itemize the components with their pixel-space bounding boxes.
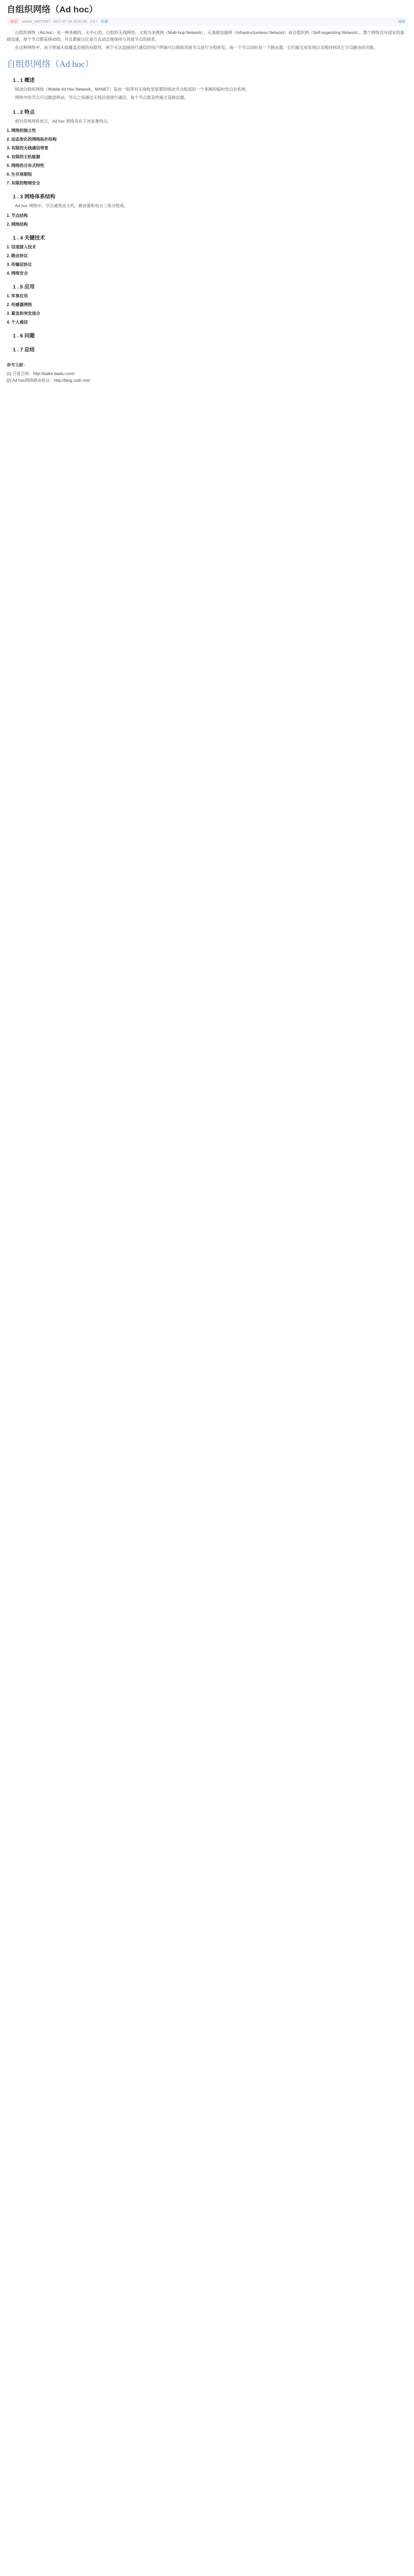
section-heading: 1 . 5 应用 — [13, 284, 35, 290]
subsection-heading: 2. 路由协议 — [7, 253, 28, 258]
article-section — [7, 233, 407, 276]
subsection-heading: 7. 有限的物理安全 — [7, 181, 40, 185]
publish-date: 2017-07-14 20:41:08 — [53, 20, 87, 24]
references-label: 参考文献： — [7, 362, 27, 367]
section-paragraph: 网络中的节点可以随意移动，节点之间通过无线信道进行通信，每个节点既是终端又是路由器。 — [15, 95, 188, 100]
intro-paragraph: 自组织网络（Ad hoc）是一种多跳的、无中心的、自组织无线网络，又称为多跳网（Multi-hop Network）、无基础设施网（Infrastructureless Network）或自组织网（Self-organizing Network）。整个网络没有固定的基础设施，每个节点都是移动的，并且都能以任意方式动态地保持与其他节点的联系。 — [7, 30, 405, 42]
section-paragraph: Ad hoc 网络中，节点通常由主机、路由器和电台三部分组成。 — [15, 204, 128, 208]
subsection-heading: 4. 个人通信 — [7, 319, 28, 325]
subsection-heading: 1. 军事应用 — [7, 293, 28, 298]
document-title: 自组织网络（Ad hoc） — [7, 59, 94, 69]
subsection-heading: 1. 节点结构 — [7, 213, 28, 218]
section-heading: 1 . 7 总结 — [13, 347, 35, 353]
article-body — [7, 76, 407, 353]
subsection-heading: 2. 传感器网络 — [7, 302, 32, 307]
references — [7, 362, 407, 383]
edit-link[interactable]: 编辑 — [398, 20, 405, 24]
article-section — [7, 76, 407, 101]
subsection-heading: 1. 网络的独立性 — [7, 128, 36, 133]
article-section — [7, 192, 407, 227]
article-section — [7, 331, 407, 339]
article-section — [7, 282, 407, 325]
article-section — [7, 345, 407, 353]
favorite-link[interactable]: 收藏 — [101, 20, 108, 24]
article-title: 自组织网络（Ad hoc） — [7, 5, 98, 14]
subsection-heading: 6. 生存周期短 — [7, 172, 32, 177]
original-badge: 原创 — [9, 19, 19, 24]
subsection-heading: 3. 传输层协议 — [7, 262, 32, 267]
subsection-heading: 1. 信道接入技术 — [7, 244, 36, 249]
section-heading: 1 . 2 特点 — [13, 109, 35, 115]
view-count: 1万+ — [90, 20, 98, 24]
subsection-heading: 4. 网络安全 — [7, 270, 28, 276]
author-link[interactable]: weixin_34072637 — [22, 20, 51, 24]
subsection-heading: 3. 有限的无线通信带宽 — [7, 146, 48, 150]
subsection-heading: 2. 网络结构 — [7, 222, 28, 227]
subsection-heading: 4. 有限的主机能源 — [7, 155, 40, 159]
section-heading: 1 . 6 问题 — [13, 333, 35, 339]
intro-block — [7, 30, 407, 52]
article-meta — [7, 18, 407, 26]
section-paragraph: 相对常规网络而言，Ad hoc 网络具有下述显著特点。 — [15, 118, 112, 124]
section-heading: 1 . 1 概述 — [13, 77, 35, 83]
subsection-heading: 3. 紧急和突发场合 — [7, 311, 40, 316]
article-section — [7, 108, 407, 187]
section-heading: 1 . 3 网络体系结构 — [13, 194, 56, 200]
subsection-heading: 5. 网络的分布式特性 — [7, 163, 44, 168]
reference-item[interactable]: [1] 百度百科：http://baike.baidu.com/ — [7, 371, 75, 376]
section-heading: 1 . 4 关键技术 — [13, 235, 45, 241]
section-paragraph: 移动自组织网络（Mobile Ad Hoc Network，MANET）是由一组带有无线收发装置的移动节点组成的一个多跳的临时性自治系统。 — [15, 87, 250, 92]
reference-item[interactable]: [2] Ad hoc网络路由协议：http://blog.csdn.net/ — [7, 378, 90, 383]
subsection-heading: 2. 动态变化的网络拓扑结构 — [7, 137, 57, 142]
intro-paragraph: 在这种网络中，由于终端无线覆盖范围的有限性，两个无法直接进行通信的用户终端可以借助其他节点进行分组转发。每一个节点同时是一个路由器，它们能完成发现以及维持到其它节点路由的功能。 — [15, 45, 378, 50]
